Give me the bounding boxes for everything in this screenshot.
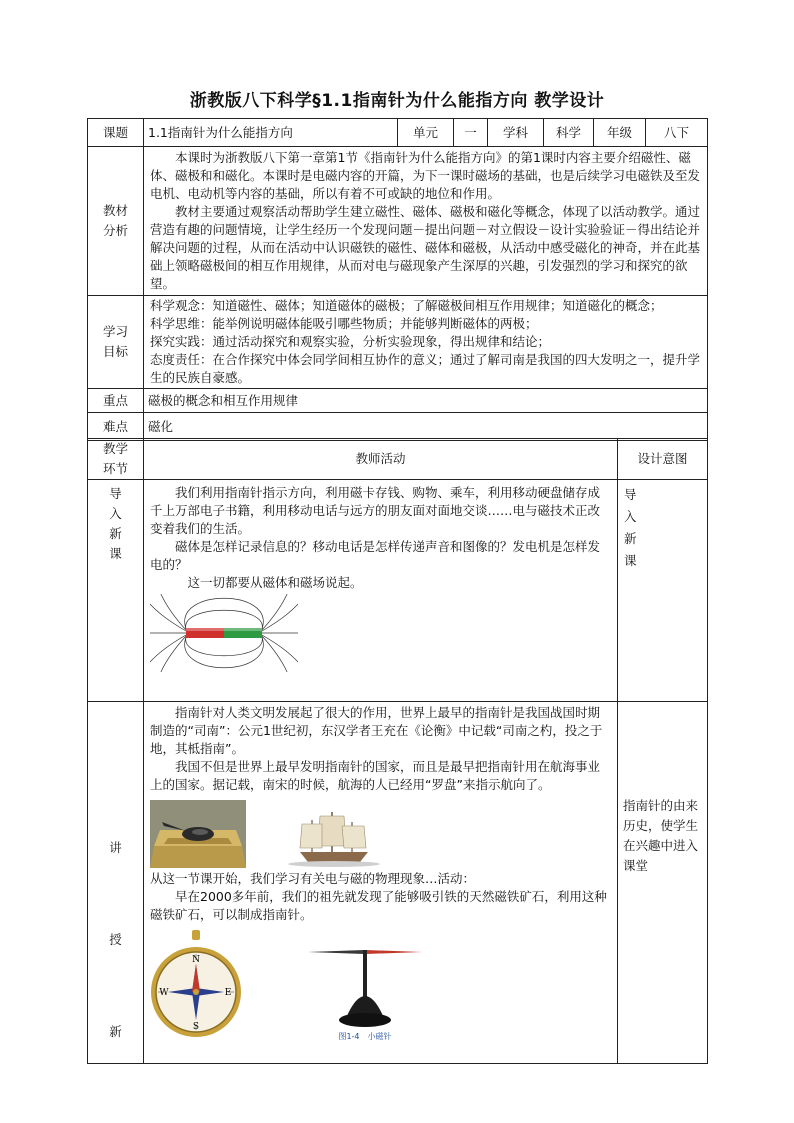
- compass-letter-w: W: [159, 988, 169, 998]
- goals-content: [144, 296, 708, 389]
- unit-value: 一: [454, 119, 488, 147]
- small-needle-figure: [306, 944, 424, 1046]
- subject-value: 科学: [544, 119, 594, 147]
- bar-magnet-field-image: [150, 594, 298, 672]
- analysis-label: 教材 分析: [88, 147, 144, 296]
- small-magnetic-needle-image: [306, 944, 424, 1028]
- analysis-paragraph-2: 教材主要通过观察活动帮助学生建立磁性、磁体、磁极和磁化等概念，体现了以活动教学。通过营造有趣的问题情境，让学生经历一个发现问题－提出问题－对立假设－设计实验验证－得出结论并解决问题的过程，从而在活动中认识磁铁的磁性、磁体和磁极，从活动中感受磁化的神奇，并在此基础上领略磁极间的相互作用规律，从而对电与磁现象产生深厚的兴趣，引发强烈的学习和探究的欲望。: [150, 204, 701, 291]
- difficult-label: 难点: [88, 413, 144, 441]
- grade-value: 八下: [646, 119, 708, 147]
- unit-label: 单元: [398, 119, 454, 147]
- intro-paragraph-1: 我们利用指南针指示方向，利用磁卡存钱、购物、乘车，利用移动硬盘储存成千上万部电子书籍，利用移动电话与远方的朋友面对面地交谈……电与磁技术正改变着我们的生活。: [150, 485, 601, 536]
- process-header-row: [88, 439, 708, 480]
- analysis-paragraph-1: 本课时为浙教版八下第一章第1节《指南针为什么能指方向》的第1课时内容主要介绍磁性、磁体、磁极和和磁化。本课时是电磁内容的开篇，为下一课时磁场的基础，也是后续学习电磁铁及至发电机、电动机等内容的基础，所以有着不可或缺的地位和作用。: [150, 150, 701, 201]
- grade-label: 年级: [594, 119, 646, 147]
- lecture-images-1: [150, 800, 611, 868]
- compass-letter-n: N: [192, 955, 200, 965]
- teacher-header: 教师活动: [144, 439, 618, 480]
- stage-header: 教学 环节: [88, 439, 144, 480]
- intent-header: 设计意图: [618, 439, 708, 480]
- sinan-spoon-image: [150, 800, 246, 868]
- lecture-row: [88, 702, 708, 1064]
- figure-caption: 图1-4 小磁针: [338, 1032, 392, 1041]
- page-title: 浙教版八下科学§1.1指南针为什么能指方向 教学设计: [189, 91, 605, 111]
- lecture-images-2: [150, 930, 611, 1046]
- intro-paragraph-3: 这一切都要从磁体和磁场说起。: [187, 575, 363, 590]
- goal-line: 科学观念：知道磁性、磁体；知道磁体的磁极；了解磁极间相互作用规律；知道磁化的概念；: [150, 298, 663, 313]
- intro-content: [144, 480, 618, 702]
- topic-label: 课题: [88, 119, 144, 147]
- sailing-ship-image: [282, 806, 382, 868]
- lecture-intent: 指南针的由来历史，使学生在兴趣中进入课堂: [618, 702, 708, 1064]
- goal-line: 科学思维：能举例说明磁体能吸引哪些物质；并能够判断磁体的两极；: [150, 316, 538, 331]
- analysis-content: [144, 147, 708, 296]
- compass-letter-s: S: [192, 1022, 200, 1032]
- intro-stage: 导 入 新 课: [88, 480, 144, 702]
- goals-label: 学习 目标: [88, 296, 144, 389]
- lecture-paragraph-3: 从这一节课开始，我们学习有关电与磁的物理现象…活动：: [150, 871, 476, 886]
- lecture-paragraph-2: 我国不但是世界上最早发明指南针的国家，而且是最早把指南针用在航海事业上的国家。据记载，南宋的时候，航海的人已经用“罗盘”来指示航向了。: [150, 759, 601, 792]
- goal-line: 态度责任：在合作探究中体会同学间相互协作的意义；通过了解司南是我国的四大发明之一，提升学生的民族自豪感。: [150, 352, 701, 385]
- lecture-stage: 讲 授 新: [88, 702, 144, 1064]
- lecture-paragraph-4: 早在2000多年前，我们的祖先就发现了能够吸引铁的天然磁铁矿石，利用这种磁铁矿石，可以制成指南针。: [150, 889, 607, 922]
- compass-image: [150, 930, 242, 1046]
- course-info-table: [87, 118, 708, 441]
- goal-line: 探究实践：通过活动探究和观察实验，分析实验现象，得出规律和结论；: [150, 334, 551, 349]
- topic-value: 1.1指南针为什么能指方向: [144, 119, 398, 147]
- info-row: [88, 119, 708, 147]
- process-table: [87, 438, 708, 1064]
- key-row: [88, 389, 708, 413]
- compass-letter-e: E: [224, 988, 232, 998]
- difficult-row: [88, 413, 708, 441]
- key-value: 磁极的概念和相互作用规律: [144, 389, 708, 413]
- intro-intent: 导 入 新 课: [618, 480, 708, 702]
- difficult-value: 磁化: [144, 413, 708, 441]
- key-label: 重点: [88, 389, 144, 413]
- intro-paragraph-2: 磁体是怎样记录信息的？移动电话是怎样传递声音和图像的？发电机是怎样发电的？: [150, 539, 601, 572]
- subject-label: 学科: [488, 119, 544, 147]
- lecture-paragraph-1: 指南针对人类文明发展起了很大的作用，世界上最早的指南针是我国战国时期制造的“司南”：公元1世纪初，东汉学者王充在《论衡》中记载“司南之杓，投之于地，其柢指南”。: [150, 705, 603, 756]
- intro-row: [88, 480, 708, 702]
- lecture-content: [144, 702, 618, 1064]
- analysis-row: [88, 147, 708, 296]
- goals-row: [88, 296, 708, 389]
